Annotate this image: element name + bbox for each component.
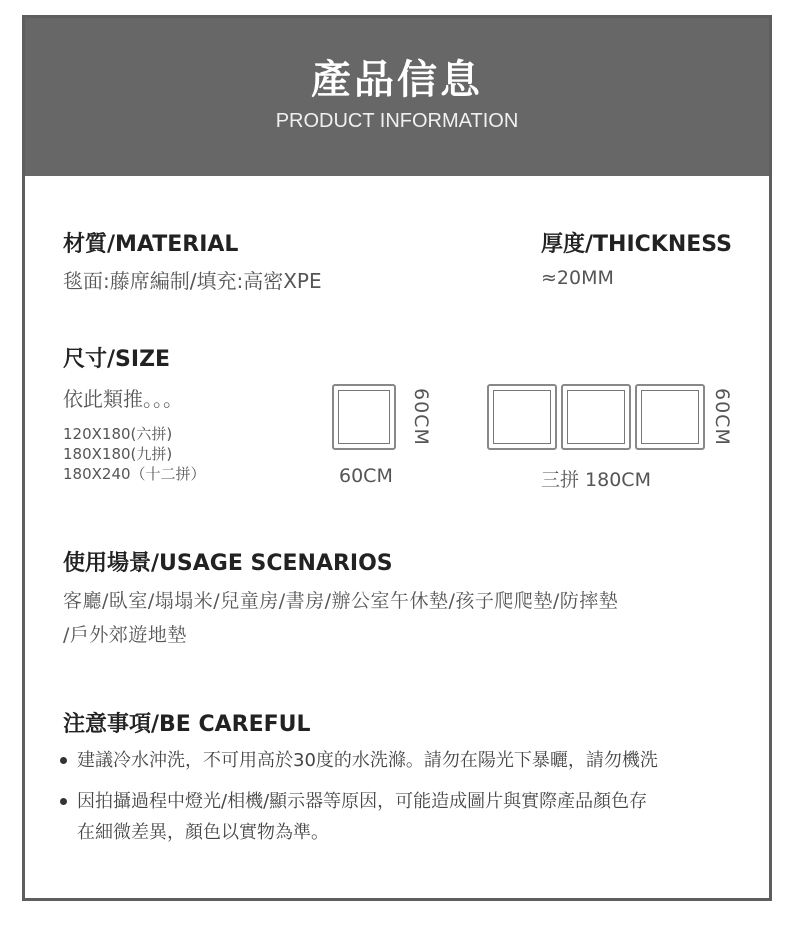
mat-tile: [487, 384, 557, 450]
triple-tile-width-label: 三拼 180CM: [541, 469, 651, 491]
single-tile-height-label: 60CM: [410, 388, 432, 446]
material-value: 毯面:藤席編制/填充:高密XPE: [63, 269, 322, 293]
material-heading: 材質/MATERIAL: [63, 232, 239, 257]
size-note: 依此類推。。。: [63, 387, 183, 411]
usage-line-2: /戶外郊遊地墊: [63, 624, 187, 646]
size-option: 120X180(六拼): [63, 425, 173, 443]
careful-item-2-line-1: 因拍攝過程中燈光/相機/顯示器等原因，可能造成圖片與實際產品顏色存: [77, 791, 648, 812]
mat-tile: [561, 384, 631, 450]
size-option: 180X240（十二拼）: [63, 465, 206, 483]
careful-item-2-line-2: 在細微差異，顏色以實物為準。: [77, 822, 329, 843]
careful-item-2: [77, 786, 647, 848]
mat-tile: [635, 384, 705, 450]
size-option-list: [63, 424, 206, 484]
info-card: [22, 15, 772, 901]
size-heading: 尺寸/SIZE: [63, 347, 171, 372]
bullet-dot: [60, 757, 67, 764]
triple-tile-height-label: 60CM: [711, 388, 733, 446]
thickness-heading: 厚度/THICKNESS: [541, 232, 732, 257]
triple-tile-diagram: [487, 384, 705, 450]
header-banner: [25, 18, 769, 176]
page-title: 產品信息: [311, 57, 483, 103]
single-tile-diagram: [332, 384, 396, 450]
thickness-value: ≈20MM: [541, 267, 614, 289]
usage-line-1: 客廳/臥室/塌塌米/兒童房/書房/辦公室午休墊/孩子爬爬墊/防摔墊: [63, 590, 619, 612]
bullet-dot: [60, 798, 67, 805]
page-subtitle: PRODUCT INFORMATION: [275, 110, 519, 132]
usage-heading: 使用場景/USAGE SCENARIOS: [63, 551, 393, 576]
single-tile-width-label: 60CM: [339, 465, 393, 487]
careful-heading: 注意事項/BE CAREFUL: [63, 712, 311, 737]
careful-item-1: 建議冷水沖洗，不可用高於30度的水洗滌。請勿在陽光下暴曬，請勿機洗: [77, 750, 658, 771]
size-option: 180X180(九拼): [63, 445, 173, 463]
mat-tile: [332, 384, 396, 450]
